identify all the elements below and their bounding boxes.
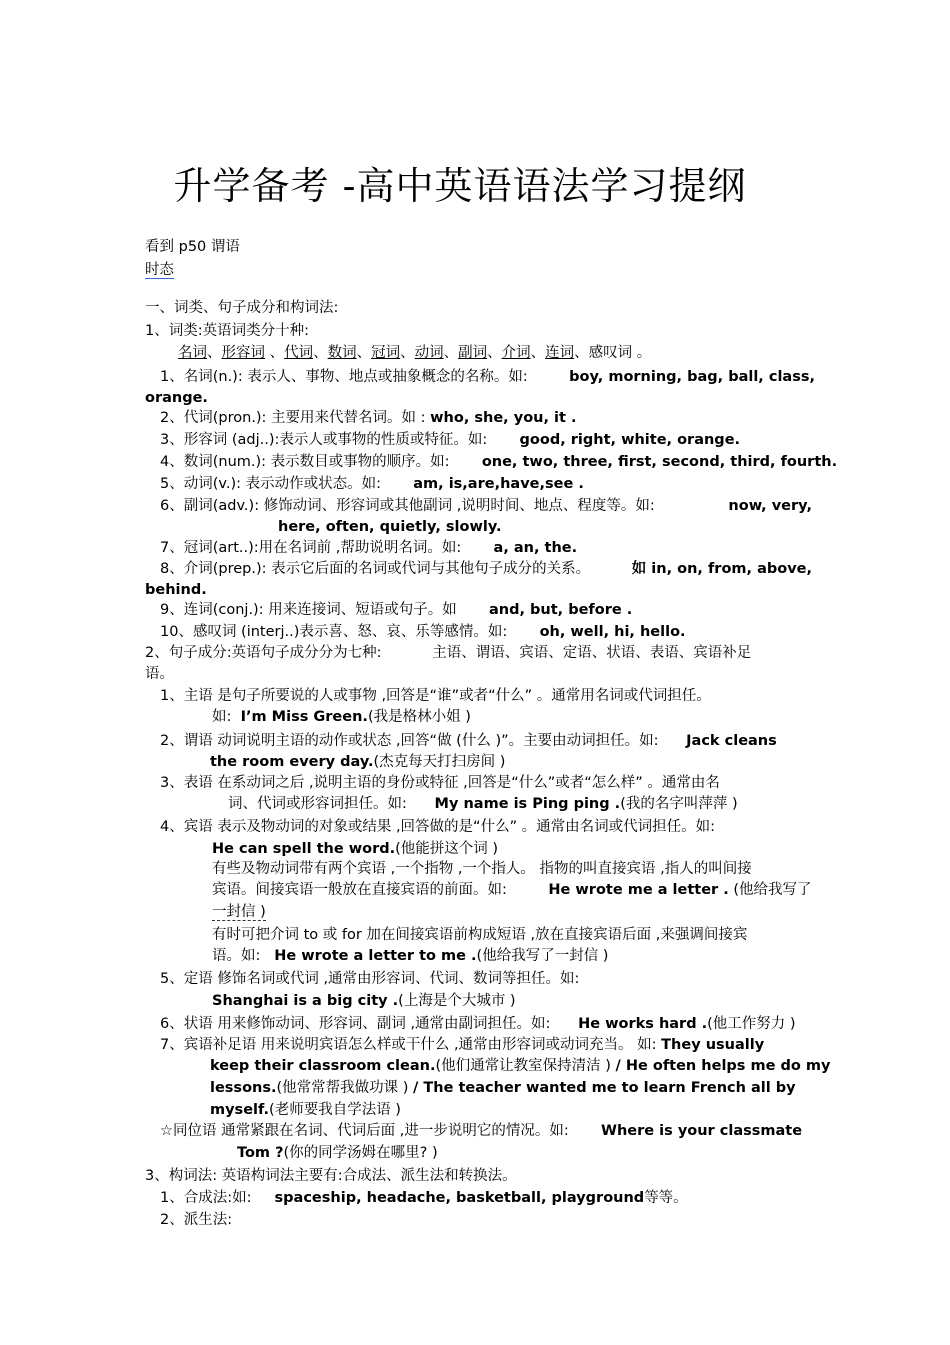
object-example: 宾语。间接宾语一般放在直接宾语的前面。如: He wrote me a letter . (他给我写了 — [212, 882, 812, 898]
predicative-def: 3、表语 在系动词之后 ,说明主语的身份或特征 ,回答是“什么”或者“怎么样” 。通常由名 — [160, 775, 720, 791]
complement-example: myself.(老师要我自学法语 ) — [210, 1102, 401, 1118]
predicate-def: 2、谓语 动词说明主语的动作或状态 ,回答“做 (什么 )”。主要由动词担任。如: Jack cleans — [160, 733, 777, 749]
list-item: 5、动词(v.): 表示动作或状态。如: am, is,are,have,see . — [160, 476, 584, 492]
derivation-label: 2、派生法: — [160, 1212, 233, 1228]
adverbial-def: 6、状语 用来修饰动词、形容词、副词 ,通常由副词担任。如: He works hard .(他工作努力 ) — [160, 1016, 796, 1032]
list-item: 1、名词(n.): 表示人、事物、地点或抽象概念的名称。如: boy, morning, bag, ball, class, — [160, 369, 815, 385]
object-note: 有时可把介词 to 或 for 加在间接宾语前构成短语 ,放在直接宾语后面 ,来强调间接宾 — [212, 927, 748, 943]
object-example-cont: 一封信 ) — [212, 904, 266, 920]
word-class-label: 1、词类:英语词类分十种: — [145, 323, 309, 339]
object-note: 有些及物动词带有两个宾语 ,一个指物 ,一个指人。 指物的叫直接宾语 ,指人的叫间接 — [212, 861, 752, 877]
sentence-parts-cont: 语。 — [145, 666, 174, 682]
list-item: 10、感叹词 (interj..)表示喜、怒、哀、乐等感情。如: oh, well, hi, hello. — [160, 624, 686, 640]
list-item: 3、形容词 (adj..):表示人或事物的性质或特征。如: good, right, white, orange. — [160, 432, 741, 448]
object-example: He can spell the word.(他能拼这个词 ) — [212, 841, 499, 857]
list-item: 9、连词(conj.): 用来连接词、短语或句子。如 and, but, before . — [160, 602, 633, 618]
complement-example: keep their classroom clean.(他们通常让教室保持清洁 ) / He often helps me do my — [210, 1058, 831, 1074]
appositive-def: ☆同位语 通常紧跟在名词、代词后面 ,进一步说明它的情况。如: Where is your classmate — [160, 1123, 803, 1139]
section-heading: 一、词类、句子成分和构词法: — [145, 300, 339, 316]
attribute-example: Shanghai is a big city .(上海是个大城市 ) — [212, 993, 516, 1009]
list-item: 7、冠词(art..):用在名词前 ,帮助说明名词。如: a, an, the. — [160, 540, 578, 556]
meta-link[interactable]: 时态 — [145, 262, 174, 278]
sentence-parts-label: 2、句子成分:英语句子成分分为七种: 主语、谓语、宾语、定语、状语、表语、宾语补足 — [145, 645, 752, 661]
subject-example: 如: I’m Miss Green.(我是格林小姐 ) — [212, 709, 471, 725]
predicative-example: 词、代词或形容词担任。如: My name is Ping ping .(我的名字叫萍萍 ) — [228, 796, 738, 812]
appositive-example: Tom ?(你的同学汤姆在哪里? ) — [237, 1145, 438, 1161]
word-class-list: 名词、形容词 、代词、数词、冠词、动词、副词、介词、连词、感叹词 。 — [178, 345, 652, 361]
list-item: 4、数词(num.): 表示数目或事物的顺序。如: one, two, three, first, second, third, fourth. — [160, 454, 838, 470]
list-item-cont: behind. — [145, 582, 207, 598]
list-item: 8、介词(prep.): 表示它后面的名词或代词与其他句子成分的关系。 如 in, on, from, above, — [160, 561, 812, 577]
list-item: 2、代词(pron.): 主要用来代替名词。如 : who, she, you, it . — [160, 410, 577, 426]
attribute-def: 5、定语 修饰名词或代词 ,通常由形容词、代词、数词等担任。如: — [160, 971, 580, 987]
list-item-cont: orange. — [145, 390, 208, 406]
word-formation-label: 3、构词法: 英语构词法主要有:合成法、派生法和转换法。 — [145, 1168, 517, 1184]
predicate-example: the room every day.(杰克每天打扫房间 ) — [210, 754, 506, 770]
list-item-cont: here, often, quietly, slowly. — [278, 519, 502, 535]
page-title: 升学备考 -高中英语语法学习提纲 — [173, 164, 747, 208]
object-def: 4、宾语 表示及物动词的对象或结果 ,回答做的是“什么” 。通常由名词或代词担任。如: — [160, 819, 716, 835]
meta-line: 看到 p50 谓语 — [145, 239, 240, 255]
complement-def: 7、宾语补足语 用来说明宾语怎么样或干什么 ,通常由形容词或动词充当。 如: They usually — [160, 1037, 765, 1053]
object-example: 语。如: He wrote a letter to me .(他给我写了一封信 ) — [212, 948, 609, 964]
list-item: 6、副词(adv.): 修饰动词、形容词或其他副词 ,说明时间、地点、程度等。如: now, very, — [160, 498, 812, 514]
complement-example: lessons.(他常常帮我做功课 ) / The teacher wanted me to learn French all by — [210, 1080, 796, 1096]
compounding-example: 1、合成法:如: spaceship, headache, basketball, playground等等。 — [160, 1190, 688, 1206]
subject-def: 1、主语 是句子所要说的人或事物 ,回答是“谁”或者“什么” 。通常用名词或代词担任。 — [160, 688, 711, 704]
